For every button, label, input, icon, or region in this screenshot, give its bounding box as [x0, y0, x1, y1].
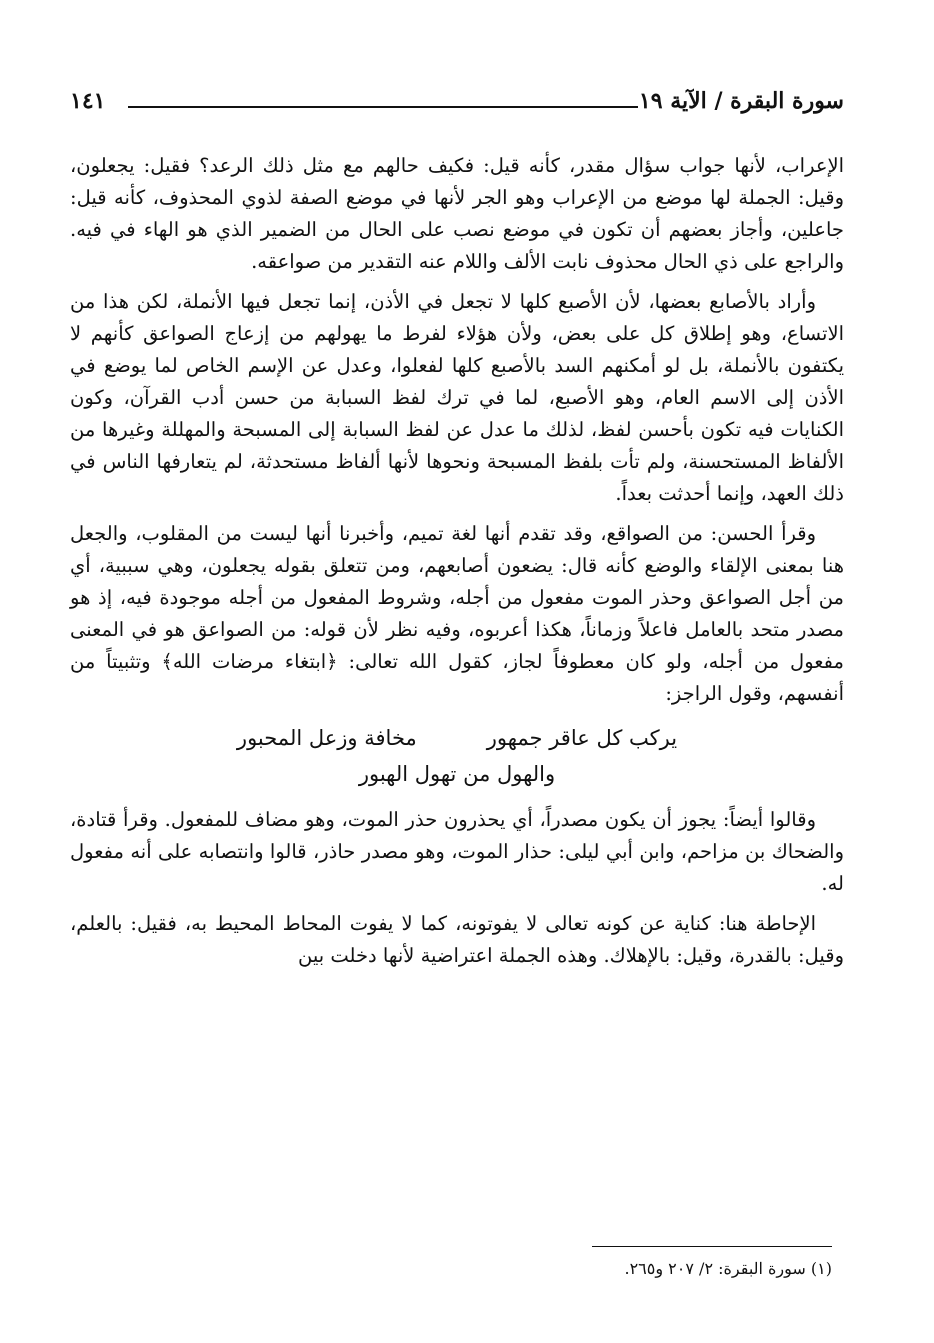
rajaz-poem [70, 720, 844, 792]
paragraph-3: وقرأ الحسن: من الصواقع، وقد تقدم أنها لغة تميم، وأخبرنا أنها ليست من المقلوب، والجعل هنا بمعنى الإلقاء والوضع كأنه قال: يضعون أصابعهم، ومن تتعلق بقوله يجعلون، وهي سببية، أي من أجل الصواعق وحذر الموت مفعول من أجله، وشروط المفعول من أجله موجودة فيه، إذ هو مصدر متحد بالعامل فاعلاً وزماناً، هكذا أعربوه، وفيه نظر لأن قوله: من الصواعق هو في المعنى مفعول من أجله، ولو كان معطوفاً لجاز، كقول الله تعالى: ﴿ابتغاء مرضات الله﴾ وتثبيتاً من أنفسهم، وقول الراجز: [70, 522, 844, 705]
poem-verse-1 [70, 720, 844, 756]
poem-verse-2 [70, 756, 844, 792]
poem-hemistich-1a: يركب كل عاقر جمهور [486, 726, 678, 750]
paragraph-4: وقالوا أيضاً: يجوز أن يكون مصدراً، أي يحذرون حذر الموت، وهو مضاف للمفعول. وقرأ قتادة، والضحاك بن مزاحم، وابن أبي ليلى: حذار الموت، وهو مصدر حاذر، قالوا وانتصابه على أنه مفعول له. [70, 808, 844, 895]
paragraph-2: وأراد بالأصابع بعضها، لأن الأصبع كلها لا تجعل في الأذن، إنما تجعل فيها الأنملة، لكن هذا من الاتساع، وهو إطلاق كل على بعض، ولأن هؤلاء لفرط ما يهولهم من إزعاج الصواعق كأنهم لا يكتفون بالأنملة، بل لو أمكنهم السد بالأصبع كلها لفعلوا، وعدل عن الإسم الخاص لما يوضع في الأذن إلى الاسم العام، وهو الأصبع، لما في ترك لفظ السبابة من حسن أدب القرآن، وكون الكنايات فيه تكون بأحسن لفظ، لذلك ما عدل عن لفظ السبابة إلى المسبحة والمهللة وغيرها من الألفاظ المستحسنة، ولم تأت بلفظ المسبحة ونحوها لأنها ألفاظ مستحدثة، لم يتعارفها الناس في ذلك العهد، وإنما أحدثت بعداً. [70, 290, 844, 505]
header-title: سورة البقرة / الآية ١٩ [638, 88, 844, 114]
footnote: (١) سورة البقرة: ٢/ ٢٠٧ و٢٦٥. [624, 1259, 832, 1278]
running-header [70, 88, 844, 122]
footnote-rule [592, 1246, 832, 1247]
main-text [70, 150, 844, 980]
page-number: ١٤١ [70, 88, 106, 114]
header-rule [128, 106, 638, 108]
paragraph-5: الإحاطة هنا: كناية عن كونه تعالى لا يفوتونه، كما لا يفوت المحاط المحيط به، فقيل: بالعلم، وقيل: بالقدرة، وقيل: بالإهلاك. وهذه الجملة اعتراضية لأنها دخلت بين [70, 912, 844, 967]
book-page [70, 78, 844, 1328]
poem-hemistich-2: والهول من تهول الهبور [358, 762, 556, 786]
poem-hemistich-1b: مخافة وزعل المحبور [236, 726, 417, 750]
paragraph-1: الإعراب، لأنها جواب سؤال مقدر، كأنه قيل: فكيف حالهم مع مثل ذلك الرعد؟ فقيل: يجعلون، وقيل: الجملة لها موضع من الإعراب وهو الجر لأنها في موضع الصفة لذوي المحذوف، كأنه قيل: جاعلين، وأجاز بعضهم أن تكون في موضع نصب على الحال من الضمير الذي هو الهاء في فيه. والراجع على ذي الحال محذوف نابت الألف واللام عنه التقدير من صواعقه. [70, 154, 844, 273]
